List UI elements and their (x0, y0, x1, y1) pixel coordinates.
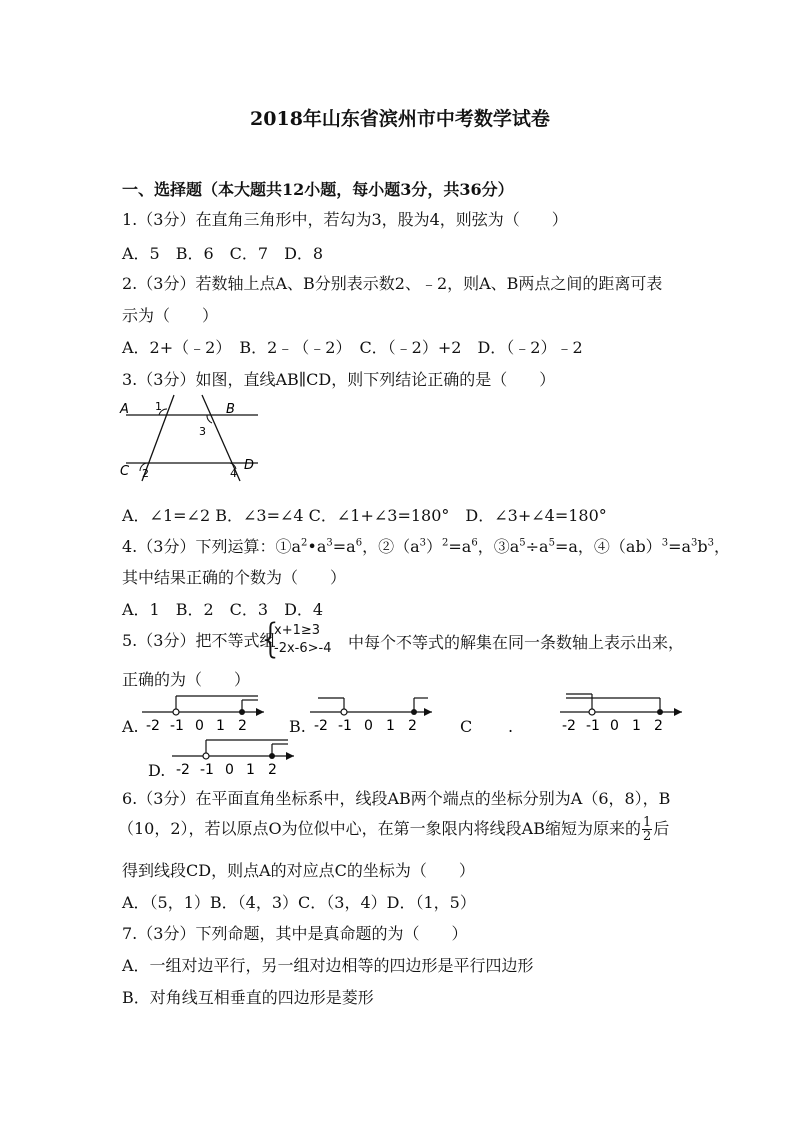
label-angle-2: 2 (142, 467, 149, 480)
question-6-stem-line3: 得到线段CD，则点A的对应点C的坐标为（ ） (122, 861, 475, 880)
question-2-options: A．2+（﹣2） B．2﹣（﹣2） C．（﹣2）+2 D．（﹣2）﹣2 (122, 338, 583, 357)
tick-label: -2 (562, 718, 576, 734)
label-b: B (226, 402, 235, 417)
question-3-stem: 3.（3分）如图，直线AB∥CD，则下列结论正确的是（ ） (122, 370, 556, 389)
question-5-stem: 5.（3分）把不等式组 (122, 631, 276, 650)
question-5-stem-line2: 正确的为（ ） (122, 670, 251, 689)
number-line-c (558, 690, 688, 736)
question-1-options: A．5 B．6 C．7 D．8 (122, 244, 324, 263)
tick-label: -2 (146, 718, 160, 734)
tick-label: -1 (338, 718, 352, 734)
label-angle-4: 4 (230, 467, 237, 480)
parallel-lines-figure (118, 393, 268, 483)
question-7-stem: 7.（3分）下列命题，其中是真命题的为（ ） (122, 924, 468, 943)
inequality-1: x+1≥3 (274, 623, 321, 638)
tick-label: -2 (176, 762, 190, 778)
question-7-option-b: B．对角线互相垂直的四边形是菱形 (122, 988, 374, 1007)
fraction-one-half: $\frac{1}{2}$ (642, 815, 652, 844)
tick-label: -2 (314, 718, 328, 734)
tick-label: 2 (238, 718, 247, 734)
question-7-option-a: A．一组对边平行，另一组对边相等的四边形是平行四边形 (122, 956, 534, 975)
label-a: A (120, 402, 129, 417)
question-1-stem: 1.（3分）在直角三角形中，若勾为3，股为4，则弦为（ ） (122, 210, 568, 229)
question-6-stem-line1: 6.（3分）在平面直角坐标系中，线段AB两个端点的坐标分别为A（6，8），B (122, 789, 671, 808)
tick-label: 2 (654, 718, 663, 734)
label-angle-3: 3 (199, 425, 206, 438)
tick-label: -1 (200, 762, 214, 778)
label-angle-1: 1 (155, 400, 162, 413)
number-line-b (308, 690, 438, 736)
option-c-dot: . (508, 717, 514, 736)
number-line-d (170, 734, 300, 780)
tick-label: 2 (268, 762, 277, 778)
option-d-label: D. (148, 761, 166, 780)
system-brace: { (258, 616, 284, 662)
option-a-label: A. (122, 717, 139, 736)
page-title: 2018年山东省滨州市中考数学试卷 (250, 108, 550, 130)
question-4-stem: 4.（3分）下列运算：$①a^2•a^3=a^6$，$②(a^3)^2=a^6$，$③a^5\div a^5=a$，$④(ab)^3=a^3b^3$， (122, 537, 731, 556)
tick-label: 0 (225, 762, 234, 778)
question-6-stem-line2: （10，2），若以原点O为位似中心，在第一象限内将线段AB缩短为原来的 $\frac{1}{2}$ 后 (118, 815, 670, 844)
tick-label: 1 (246, 762, 255, 778)
tick-label: 2 (408, 718, 417, 734)
inequality-system (274, 622, 331, 658)
option-c-label: C (460, 717, 473, 736)
inequality-2: -2x-6>-4 (274, 641, 332, 656)
label-d: D (244, 458, 255, 473)
question-4-options: A．1 B．2 C．3 D．4 (122, 600, 324, 619)
tick-label: 0 (610, 718, 619, 734)
section-heading: 一、选择题（本大题共12小题，每小题3分，共36分） (122, 180, 514, 199)
tick-label: 0 (364, 718, 373, 734)
tick-label: 1 (216, 718, 225, 734)
question-6-options: A．（5，1）B．（4，3）C．（3，4）D．（1，5） (122, 893, 476, 912)
number-line-a (140, 690, 270, 736)
question-5-stem-suffix: 中每个不等式的解集在同一条数轴上表示出来， (348, 633, 685, 652)
tick-label: -1 (586, 718, 600, 734)
tick-label: 1 (386, 718, 395, 734)
question-3-options: A．∠1=∠2 B．∠3=∠4 C．∠1+∠3=180° D．∠3+∠4=180° (122, 506, 607, 525)
label-c: C (120, 464, 130, 479)
question-2-stem-line1: 2.（3分）若数轴上点A、B分别表示数2、﹣2，则A、B两点之间的距离可表 (122, 274, 663, 293)
question-2-stem-line2: 示为（ ） (122, 306, 219, 325)
question-4-stem-line2: 其中结果正确的个数为（ ） (122, 568, 347, 587)
option-b-label: B. (289, 717, 306, 736)
tick-label: 1 (632, 718, 641, 734)
tick-label: 0 (195, 718, 204, 734)
tick-label: -1 (170, 718, 184, 734)
